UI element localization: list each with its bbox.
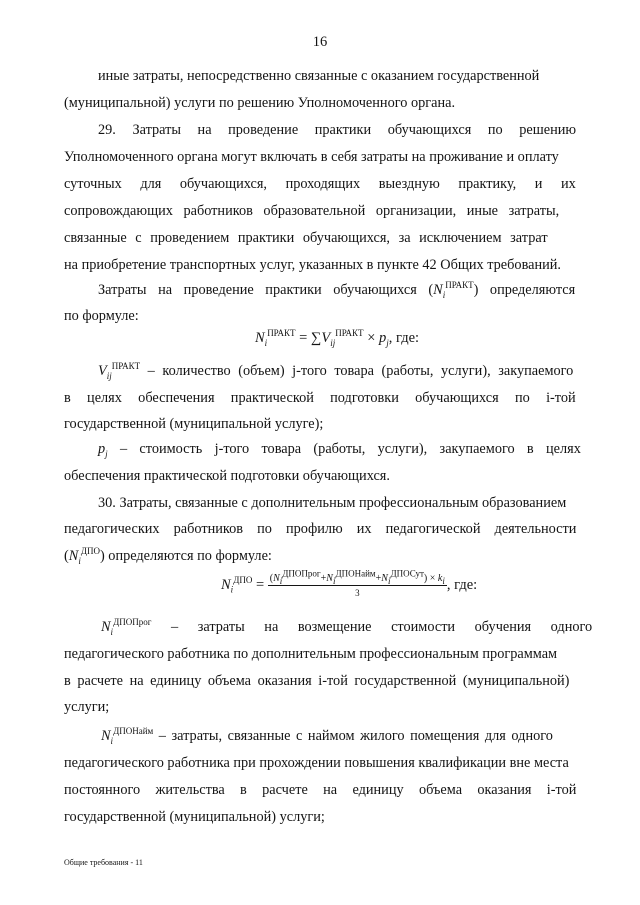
text: – затраты на возмещение стоимости обучения одного	[151, 619, 593, 635]
definition-v	[98, 362, 573, 380]
math-superscript: ДПОНайм	[335, 568, 376, 579]
math-superscript: ПРАКТ	[111, 361, 141, 372]
text: , где:	[446, 576, 478, 593]
math-subscript: i	[279, 576, 283, 586]
math-symbol: N	[101, 728, 111, 744]
math-symbol: N	[273, 573, 280, 584]
math-superscript: ДПОПрог	[282, 568, 321, 579]
math-symbol: N	[326, 573, 333, 584]
math-superscript: ПРАКТ	[267, 328, 296, 339]
text-line: услуги;	[64, 699, 110, 715]
text-line: в расчете на единицу объема оказания i-той государственной (муниципальной)	[64, 673, 570, 689]
math-symbol: N	[68, 548, 79, 564]
math-subscript: i	[442, 576, 445, 586]
text: ) определяются по формуле:	[99, 548, 272, 564]
math-superscript: ДПО	[80, 546, 100, 557]
text: , где:	[388, 330, 420, 346]
math-subscript: j	[105, 448, 108, 459]
page-number: 16	[312, 34, 328, 50]
math-superscript: ПРАКТ	[445, 280, 474, 291]
math-symbol: N	[221, 576, 231, 593]
math-subscript: i	[332, 576, 336, 586]
text: – затраты, связанные с наймом жилого помещения для одного	[153, 728, 553, 744]
math-operator: ∑	[310, 330, 322, 346]
math-subscript: i	[264, 337, 268, 348]
text-line: по формуле:	[64, 308, 139, 324]
paragraph-29-line: суточных для обучающихся, проходящих выездную практику, и их	[64, 176, 576, 192]
formula-practice	[255, 330, 419, 347]
definition-dpo-naim	[101, 727, 553, 745]
math-subscript: i	[110, 626, 114, 637]
math-operator: )	[423, 573, 428, 584]
math-symbol: V	[321, 330, 331, 346]
text: Затраты на проведение практики обучающихся (	[98, 282, 434, 298]
math-symbol: V	[98, 363, 107, 379]
math-subscript: i	[78, 555, 81, 566]
paragraph-29-line: сопровождающих работников образовательной организации, иные затраты,	[64, 203, 560, 219]
math-operator: ×	[427, 573, 438, 584]
math-superscript: ДПОСут	[390, 568, 424, 579]
text: ) определяются	[473, 282, 576, 298]
formula-fraction	[268, 568, 447, 598]
math-subscript: ij	[106, 370, 112, 381]
math-superscript: ПРАКТ	[335, 328, 364, 339]
math-symbol: N	[101, 619, 111, 635]
math-subscript: i	[110, 735, 114, 746]
math-subscript: i	[442, 289, 446, 300]
math-operator: =	[252, 576, 268, 593]
paragraph-30-line: 30. Затраты, связанные с дополнительным профессиональным образованием	[98, 495, 567, 511]
math-symbol: k	[437, 573, 443, 584]
paragraph-29-line: связанные с проведением практики обучающихся, за исключением затрат	[64, 230, 548, 246]
definition-p	[98, 440, 581, 458]
text-line	[98, 67, 576, 85]
text: – стоимость j-того товара (работы, услуги), закупаемого в целях	[107, 441, 581, 457]
text-line: в целях обеспечения практической подготовки обучающихся по i-той	[64, 390, 576, 406]
practice-intro-line	[98, 281, 575, 299]
text-line: (муниципальной) услуги по решению Уполномоченного органа.	[64, 95, 456, 111]
math-operator: =	[295, 330, 311, 346]
text-line: обеспечения практической подготовки обучающихся.	[64, 468, 390, 484]
text: – количество (объем) j-того товара (работы, услуги), закупаемого	[140, 363, 574, 379]
math-operator: +	[320, 573, 327, 584]
math-symbol: N	[255, 330, 265, 346]
math-superscript: ДПО	[233, 575, 253, 585]
math-symbol: N	[381, 573, 388, 584]
math-symbol: N	[433, 282, 443, 298]
math-subscript: ij	[330, 337, 336, 348]
paragraph-30-line	[64, 547, 272, 565]
text-line: постоянного жительства в расчете на единицу объема оказания i-той	[64, 782, 577, 798]
paragraph-29-line: 29. Затраты на проведение практики обучающихся по решению	[98, 122, 577, 138]
math-operator: (	[64, 548, 69, 564]
formula-dpo	[221, 568, 478, 598]
fraction-numerator	[268, 568, 447, 586]
paragraph-29-line: Уполномоченного органа могут включать в себя затраты на проживание и оплату	[64, 149, 559, 165]
text-line: педагогического работника при прохождении повышения квалификации вне места	[64, 755, 569, 771]
math-symbol: p	[98, 441, 106, 457]
math-superscript: ДПОПрог	[113, 617, 152, 628]
fraction-denominator: 3	[355, 588, 360, 598]
math-symbol: p	[379, 330, 387, 346]
text: иные затраты, непосредственно связанные с оказанием государственной	[98, 68, 540, 84]
math-subscript: j	[386, 337, 389, 348]
math-subscript: i	[230, 584, 234, 595]
definition-dpo-prog	[101, 618, 592, 636]
text-line: государственной (муниципальной) услуги;	[64, 809, 325, 825]
math-subscript: i	[387, 576, 391, 586]
paragraph-30-line: педагогических работников по профилю их педагогической деятельности	[64, 521, 577, 537]
math-operator: ×	[363, 330, 379, 346]
math-operator: (	[269, 573, 274, 584]
paragraph-29-line: на приобретение транспортных услуг, указанных в пункте 42 Общих требований.	[64, 257, 562, 273]
footer-label: Общие требования - 11	[64, 858, 143, 867]
text-line: педагогического работника по дополнительным профессиональным программам	[64, 646, 558, 662]
math-superscript: ДПОНайм	[113, 726, 154, 737]
math-operator: +	[375, 573, 382, 584]
text-line: государственной (муниципальной услуге);	[64, 416, 324, 432]
